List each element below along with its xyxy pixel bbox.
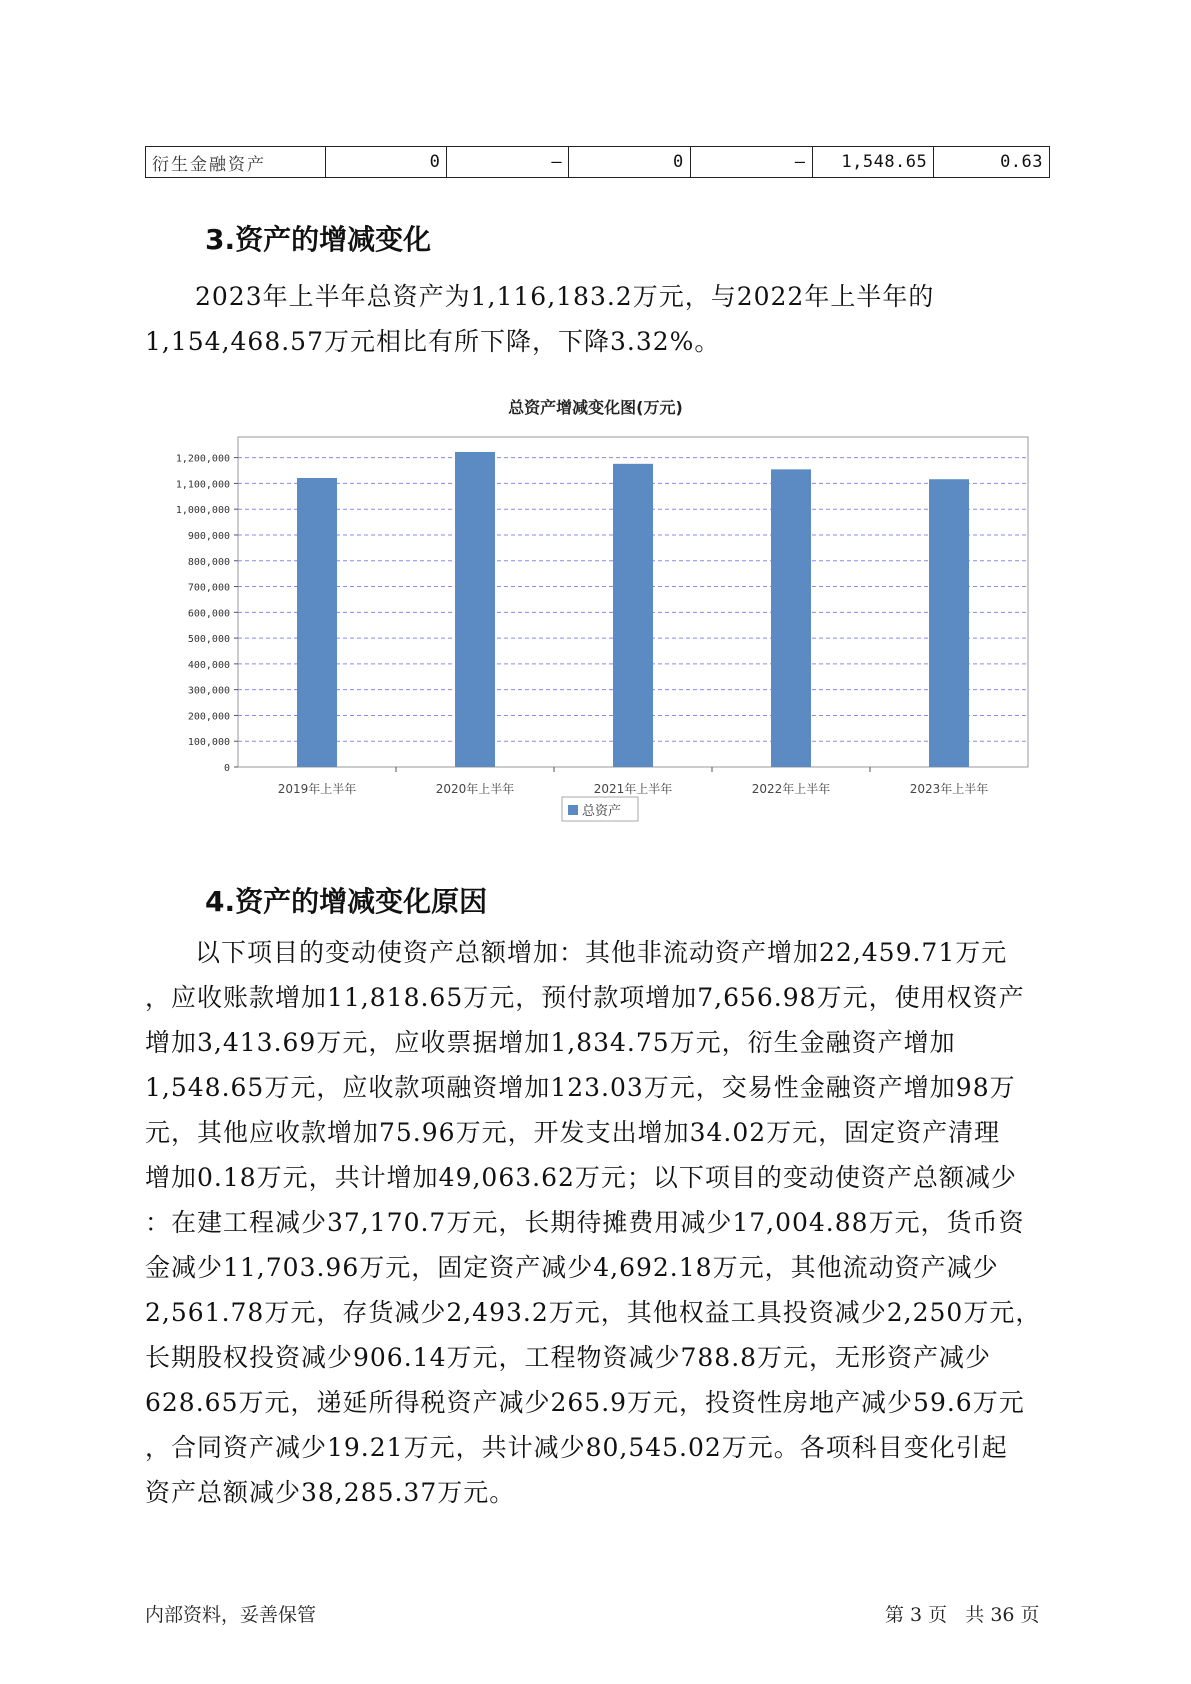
y-tick-label: 500,000: [187, 634, 230, 646]
total-assets-bar-chart: [160, 425, 1040, 845]
bar: [297, 478, 337, 767]
x-tick-label: 2022年上半年: [751, 782, 831, 796]
section-heading-4: 4.资产的增减变化原因: [205, 885, 488, 918]
legend-label: 总资产: [582, 804, 622, 819]
y-tick-label: 1,100,000: [175, 479, 230, 491]
section-3-paragraph: [145, 274, 1065, 364]
table-cell-item: 衍生金融资产: [146, 147, 326, 177]
paragraph-line: 1,548.65万元，应收款项融资增加123.03万元，交易性金融资产增加98万: [145, 1073, 1016, 1102]
table-cell-value: –: [447, 147, 569, 177]
y-tick-label: 600,000: [187, 608, 230, 620]
paragraph-line: 金减少11,703.96万元，固定资产减少4,692.18万元，其他流动资产减少: [145, 1253, 999, 1282]
x-tick-label: 2023年上半年: [909, 782, 989, 796]
paragraph-line: 2,561.78万元，存货减少2,493.2万元，其他权益工具投资减少2,250万元，: [145, 1298, 1042, 1327]
section-heading-3: 3.资产的增减变化: [205, 223, 432, 256]
footer-confidential-note: 内部资料，妥善保管: [145, 1604, 317, 1626]
y-tick-label: 800,000: [187, 556, 230, 568]
paragraph-line: 资产总额减少38,285.37万元。: [145, 1478, 516, 1507]
paragraph-line: 增加3,413.69万元，应收票据增加1,834.75万元，衍生金融资产增加: [145, 1028, 956, 1057]
y-tick-label: 1,200,000: [175, 453, 230, 465]
footer-page-number: 第 3 页 共 36 页: [885, 1604, 1040, 1626]
paragraph-line: 以下项目的变动使资产总额增加：其他非流动资产增加22,459.71万元: [195, 938, 1008, 967]
paragraph-line: ，应收账款增加11,818.65万元，预付款项增加7,656.98万元，使用权资产: [145, 983, 1025, 1012]
x-tick-label: 2021年上半年: [593, 782, 673, 796]
legend-swatch: [568, 805, 578, 815]
y-tick-label: 300,000: [187, 685, 230, 697]
asset-table-row: [145, 146, 1050, 178]
paragraph-line: ：在建工程减少37,170.7万元，长期待摊费用减少17,004.88万元，货币资: [145, 1208, 1025, 1237]
paragraph-line: 1,154,468.57万元相比有所下降，下降3.32%。: [145, 327, 721, 356]
table-cell-value: 0: [326, 147, 448, 177]
paragraph-line: 元，其他应收款增加75.96万元，开发支出增加34.02万元，固定资产清理: [145, 1118, 1001, 1147]
x-tick-label: 2019年上半年: [277, 782, 357, 796]
y-tick-label: 100,000: [187, 737, 230, 749]
paragraph-line: ，合同资产减少19.21万元，共计减少80,545.02万元。各项科目变化引起: [145, 1433, 1008, 1462]
paragraph-line: 长期股权投资减少906.14万元，工程物资减少788.8万元，无形资产减少: [145, 1343, 992, 1372]
x-tick-label: 2020年上半年: [435, 782, 515, 796]
table-cell-value: 0: [569, 147, 691, 177]
bar: [771, 469, 811, 767]
section-4-paragraph: [145, 930, 1065, 1515]
paragraph-line: 2023年上半年总资产为1,116,183.2万元，与2022年上半年的: [195, 282, 935, 311]
paragraph-line: 628.65万元，递延所得税资产减少265.9万元，投资性房地产减少59.6万元: [145, 1388, 1025, 1417]
y-tick-label: 0: [223, 763, 230, 774]
chart-title: 总资产增减变化图(万元): [508, 398, 683, 417]
bar: [455, 452, 495, 767]
y-tick-label: 400,000: [187, 659, 230, 671]
bar: [929, 479, 969, 767]
y-tick-label: 900,000: [187, 530, 230, 542]
table-cell-value: –: [691, 147, 813, 177]
y-tick-label: 700,000: [187, 582, 230, 594]
table-cell-value: 1,548.65: [813, 147, 935, 177]
paragraph-line: 增加0.18万元，共计增加49,063.62万元；以下项目的变动使资产总额减少: [145, 1163, 1017, 1192]
bar: [613, 464, 653, 767]
y-tick-label: 1,000,000: [175, 505, 230, 517]
y-tick-label: 200,000: [187, 711, 230, 723]
table-cell-value: 0.63: [1000, 152, 1044, 172]
